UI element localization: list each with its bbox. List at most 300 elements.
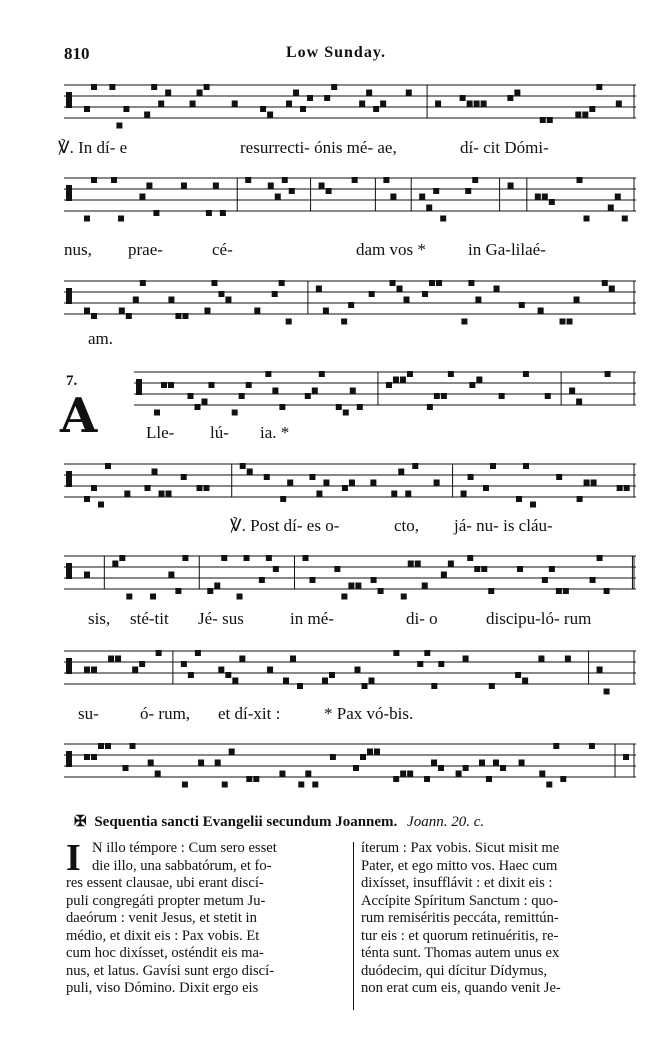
clef-icon [66,751,72,767]
neume-note [144,112,150,118]
gospel-heading [74,812,484,831]
neume-note [397,286,403,292]
neume-note [150,594,156,600]
gospel-line: Pater, et ego mitto vos. Haec cum [361,857,558,874]
neume-note [300,106,306,112]
neume-note [608,205,614,211]
neume-note [468,280,474,286]
neume-note [334,566,340,572]
neume-note [187,393,193,399]
neume-note [287,480,293,486]
neume-note [426,205,432,211]
neume-note [469,382,475,388]
neume-note [115,656,121,662]
neume-note [268,183,274,189]
neume-note [481,566,487,572]
neume-note [553,743,559,749]
neume-note [232,678,238,684]
neume-note [350,388,356,394]
neume-note [390,194,396,200]
neume-note [565,656,571,662]
neume-note [417,661,423,667]
page-number: 810 [64,44,90,63]
neume-note [591,480,597,486]
neume-note [569,388,575,394]
neume-note [431,760,437,766]
gospel-line: duódecim, qui dícitur Dídymus, [361,962,548,979]
neume-note [105,743,111,749]
neume-note [84,496,90,502]
neume-note [515,672,521,678]
neume-note [604,588,610,594]
neume-note [283,678,289,684]
neume-note [475,297,481,303]
neume-note [323,308,329,314]
clef-icon [66,658,72,674]
neume-note [175,588,181,594]
neume-note [434,480,440,486]
neume-note [441,572,447,578]
neume-note [159,491,165,497]
neume-note [225,297,231,303]
neume-note [267,667,273,673]
chant-staff-8 [64,738,636,788]
neume-note [360,754,366,760]
lyrics-line-3: am. [88,329,114,348]
neume-note [279,404,285,410]
neume-note [208,382,214,388]
neume-note [438,661,444,667]
neume-note [472,177,478,183]
neume-note [538,656,544,662]
neume-note [589,743,595,749]
neume-note [323,480,329,486]
neume-note [91,667,97,673]
neume-note [148,760,154,766]
neume-note [490,463,496,469]
neume-note [218,291,224,297]
neume-note [547,117,553,123]
neume-note [259,577,265,583]
neume-note [617,485,623,491]
neume-note [622,216,628,222]
neume-note [604,689,610,695]
neume-note [331,84,337,90]
neume-note [467,555,473,561]
neume-note [326,188,332,194]
neume-note [168,382,174,388]
neume-note [369,291,375,297]
neume-note [151,84,157,90]
neume-note [329,672,335,678]
gospel-initial: I [66,837,81,879]
neume-note [84,667,90,673]
neume-note [84,308,90,314]
neume-note [165,90,171,96]
gospel-right-column [361,840,637,998]
neume-note [523,371,529,377]
neume-note [206,210,212,216]
gospel-line: puli, viso Dómino. Dixit ergo eis [66,980,259,996]
page-title: Low Sunday. [286,44,386,61]
neume-note [297,683,303,689]
neume-note [155,771,161,777]
neume-note [597,555,603,561]
neume-note [139,661,145,667]
neume-note [341,319,347,325]
neume-note [514,90,520,96]
cross-icon: ✠ [74,814,87,830]
neume-note [175,313,181,319]
neume-note [560,319,566,325]
neume-note [240,463,246,469]
alleluia-number: 7. [66,373,78,389]
neume-note [349,480,355,486]
neume-note [280,496,286,502]
neume-note [575,112,581,118]
neume-note [98,743,104,749]
neume-note [316,286,322,292]
neume-note [602,280,608,286]
neume-note [355,667,361,673]
clef-icon [136,379,142,395]
neume-note [546,782,552,788]
neume-note [204,308,210,314]
neume-note [279,280,285,286]
neume-note [383,177,389,183]
neume-note [133,297,139,303]
neume-note [609,286,615,292]
neume-note [319,371,325,377]
neume-note [145,485,151,491]
neume-note [309,474,315,480]
neume-note [605,371,611,377]
neume-note [265,371,271,377]
lyrics-line-2: nus, prae- cé- dam vos * in Ga-lilaé- [64,240,546,259]
neume-note [405,491,411,497]
neume-note [367,749,373,755]
neume-note [197,485,203,491]
neume-note [309,577,315,583]
neume-note [474,101,480,107]
neume-note [152,469,158,475]
neume-note [615,194,621,200]
neume-note [198,760,204,766]
neume-note [220,210,226,216]
neume-note [84,106,90,112]
neume-note [461,491,467,497]
neume-note [98,502,104,508]
neume-note [563,588,569,594]
neume-note [246,776,252,782]
neume-note [398,469,404,475]
neume-note [239,393,245,399]
neume-note [369,678,375,684]
neume-note [272,388,278,394]
neume-note [508,183,514,189]
clef-icon [66,563,72,579]
neume-note [468,474,474,480]
neume-note [342,485,348,491]
neume-note [624,485,630,491]
neume-note [523,463,529,469]
neume-note [123,765,129,771]
neume-note [214,583,220,589]
neume-note [118,216,124,222]
neume-note [499,393,505,399]
neume-note [158,101,164,107]
neume-note [348,302,354,308]
lyrics-line-4: Lle- lú- ia. * [146,423,290,442]
neume-note [247,469,253,475]
neume-note [366,90,372,96]
neume-note [545,393,551,399]
neume-note [549,566,555,572]
neume-note [412,463,418,469]
neume-note [516,496,522,502]
gospel-line: nus, et latus. Gavísi sunt ergo discí- [66,962,275,979]
neume-note [393,377,399,383]
neume-note [542,577,548,583]
neume-note [434,393,440,399]
gospel-line: ténta sunt. Thomas autem unus ex [361,945,560,961]
neume-note [542,194,548,200]
neume-note [222,782,228,788]
neume-note [535,194,541,200]
neume-note [181,183,187,189]
clef-icon [66,471,72,487]
neume-note [282,177,288,183]
neume-note [305,771,311,777]
neume-note [239,656,245,662]
neume-note [590,577,596,583]
neume-note [91,177,97,183]
neume-note [424,776,430,782]
neume-note [225,672,231,678]
neume-note [407,371,413,377]
neume-note [211,280,217,286]
neume-note [460,95,466,101]
neume-note [254,308,260,314]
lyrics-line-5: ℣. Post dí- es o- cto, já- nu- is cláu- [230,516,553,535]
neume-note [352,177,358,183]
neume-note [463,656,469,662]
gospel-line: tur eis : et quorum retinuéritis, re- [361,927,559,944]
neume-note [91,84,97,90]
gospel-line: Accípite Spíritum Sanctum : quo- [361,892,558,909]
neume-note [357,404,363,410]
neume-note [582,112,588,118]
neume-note [483,485,489,491]
lyrics-line-7: su- ó- rum, et dí-xit : * Pax vó-bis. [78,704,414,723]
neume-note [290,656,296,662]
neume-note [154,410,160,416]
neume-note [463,765,469,771]
neume-note [204,485,210,491]
neume-note [440,216,446,222]
neume-note [519,760,525,766]
neume-note [275,194,281,200]
neume-note [112,561,118,567]
neume-note [123,106,129,112]
neume-note [359,101,365,107]
neume-note [91,485,97,491]
chant-staff-6 [64,550,636,600]
neume-note [461,319,467,325]
neume-note [260,106,266,112]
neume-note [168,297,174,303]
neume-note [404,297,410,303]
neume-note [204,84,210,90]
neume-note [556,588,562,594]
neume-note [370,480,376,486]
neume-note [126,594,132,600]
neume-note [507,95,513,101]
neume-note [448,561,454,567]
neume-note [336,404,342,410]
neume-note [201,399,207,405]
neume-note [161,382,167,388]
neume-note [393,650,399,656]
neume-note [436,280,442,286]
neume-note [476,377,482,383]
neume-note [522,678,528,684]
neume-note [84,754,90,760]
neume-note [119,555,125,561]
neume-note [549,199,555,205]
neume-note [182,555,188,561]
neume-note [530,502,536,508]
neume-note [215,760,221,766]
neume-note [322,678,328,684]
neume-note [427,404,433,410]
neume-note [343,410,349,416]
neume-note [166,491,172,497]
neume-note [84,216,90,222]
neume-note [378,588,384,594]
neume-note [324,95,330,101]
neume-note [474,566,480,572]
neume-note [244,555,250,561]
neume-note [493,760,499,766]
lyrics-line-6: sis, sté-tit Jé- sus in mé- di- o discipu-ló- rum [88,609,592,628]
neume-note [126,313,132,319]
neume-note [393,776,399,782]
neume-note [182,313,188,319]
neume-note [267,112,273,118]
gospel-left-column [66,837,348,998]
neume-note [182,782,188,788]
neume-note [221,555,227,561]
neume-note [441,393,447,399]
neume-note [298,782,304,788]
neume-note [422,583,428,589]
neume-note [519,302,525,308]
neume-note [479,760,485,766]
gospel-line: N illo témpore : Cum sero esset [92,840,277,856]
neume-note [132,667,138,673]
neume-note [539,771,545,777]
neume-note [577,177,583,183]
clef-icon [66,185,72,201]
neume-note [139,194,145,200]
neume-note [108,656,114,662]
neume-note [341,594,347,600]
gospel-line: médio, et dixit eis : Pax vobis. Et [66,927,260,944]
neume-note [188,672,194,678]
gospel-line: puli congregáti propter metum Ju- [66,892,266,909]
neume-note [207,588,213,594]
neume-note [237,594,243,600]
neume-note [253,776,259,782]
chant-staff-2 [64,172,636,222]
gospel-line: res essent clausae, ubi erant discí- [66,875,264,891]
neume-note [355,583,361,589]
neume-note [105,463,111,469]
neume-note [465,188,471,194]
neume-note [279,771,285,777]
neume-note [494,286,500,292]
neume-note [435,101,441,107]
neume-note [266,555,272,561]
neume-note [307,95,313,101]
chant-staff-7 [64,645,636,695]
neume-note [390,280,396,286]
neume-note [386,382,392,388]
neume-note [84,572,90,578]
neume-note [431,683,437,689]
neume-note [373,106,379,112]
neume-note [289,188,295,194]
neume-note [229,749,235,755]
neume-note [190,101,196,107]
neume-note [391,491,397,497]
neume-note [415,561,421,567]
gospel-title: Sequentia sancti Evangelii secundum Joannem. [94,814,398,830]
neume-note [424,650,430,656]
neume-note [168,572,174,578]
neume-note [232,101,238,107]
neume-note [407,771,413,777]
neume-note [500,765,506,771]
neume-note [596,84,602,90]
neume-note [181,661,187,667]
neume-note [371,577,377,583]
neume-note [567,319,573,325]
clef-icon [66,92,72,108]
neume-note [153,210,159,216]
gospel-line: die illo, una sabbatórum, et fo- [92,857,272,874]
neume-note [273,566,279,572]
neume-note [467,101,473,107]
neume-note [232,410,238,416]
neume-note [264,474,270,480]
alleluia-initial: A [60,388,98,444]
neume-note [319,183,325,189]
neume-note [401,594,407,600]
neume-note [197,90,203,96]
neume-note [584,216,590,222]
gospel-line: dixísset, insufflávit : et dixit eis : [361,875,553,891]
chant-staff-4 [134,366,636,416]
neume-note [488,588,494,594]
neume-note [538,308,544,314]
neume-note [286,101,292,107]
neume-note [330,754,336,760]
neume-note [481,101,487,107]
neume-note [140,280,146,286]
gospel-line: cum hoc dixísset, osténdit eis ma- [66,945,264,961]
